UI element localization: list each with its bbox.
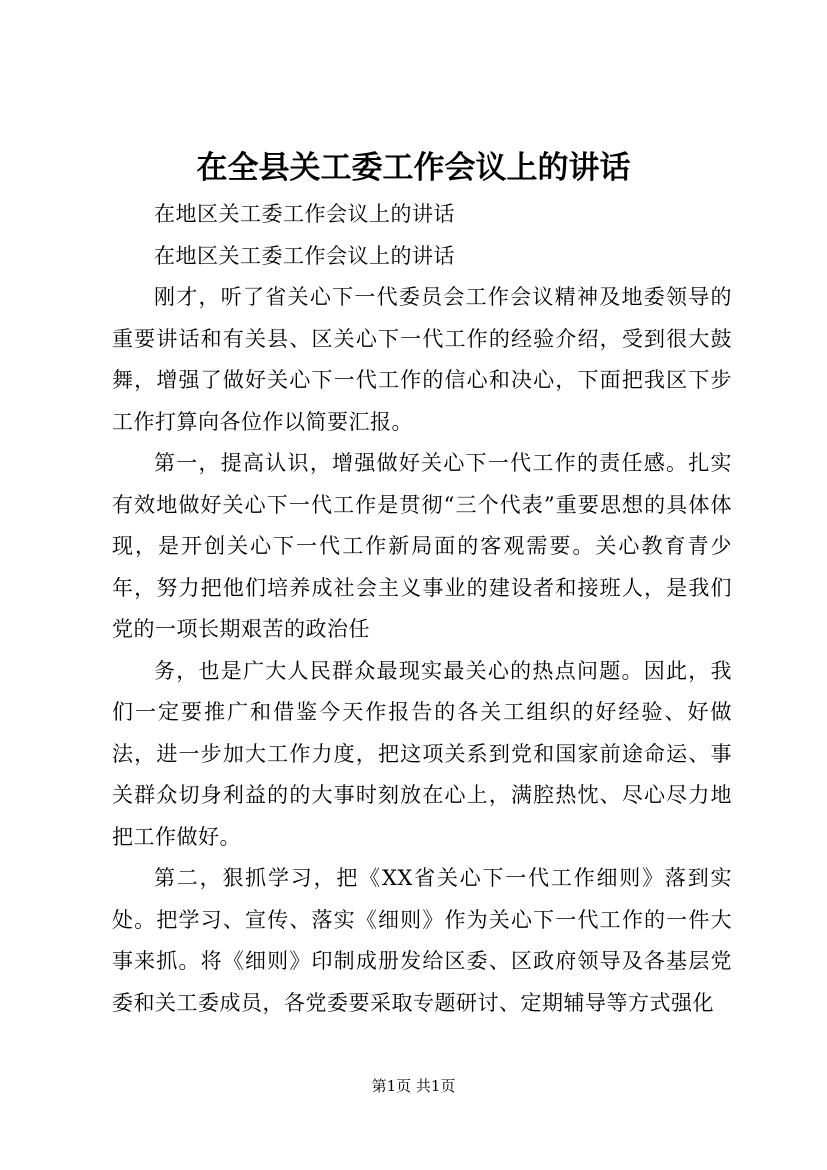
paragraph: 刚才，听了省关心下一代委员会工作会议精神及地委领导的重要讲话和有关县、区关心下一代工作的经验介绍，受到很大鼓舞，增强了做好关心下一代工作的信心和决心，下面把我区下步工作打算向各位作以简要汇报。	[112, 285, 732, 434]
page-number-footer: 第1页 共1页	[371, 1077, 456, 1095]
paragraph: 第二，狠抓学习，把《XX省关心下一代工作细则》落到实处。把学习、宣传、落实《细则》作为关心下一代工作的一件大事来抓。将《细则》印制成册发给区委、区政府领导及各基层党委和关工委成员，各党委要采取专题研讨、定期辅导等方式强化	[112, 866, 732, 1015]
document-body	[112, 194, 732, 1024]
paragraph: 务，也是广大人民群众最现实最关心的热点问题。因此，我们一定要推广和借鉴今天作报告的各关工组织的好经验、好做法，进一步加大工作力度，把这项关系到党和国家前途命运、事关群众切身利益的的大事时刻放在心上，满腔热忱、尽心尽力地把工作做好。	[112, 658, 732, 849]
paragraph: 第一，提高认识，增强做好关心下一代工作的责任感。扎实有效地做好关心下一代工作是贯彻“三个代表”重要思想的具体体现，是开创关心下一代工作新局面的客观需要。关心教育青少年，努力把他们培养成社会主义事业的建设者和接班人，是我们党的一项长期艰苦的政治任	[112, 451, 732, 641]
paragraph: 在地区关工委工作会议上的讲话	[154, 202, 455, 226]
document-title: 在全县关工委工作会议上的讲话	[196, 150, 631, 186]
paragraph: 在地区关工委工作会议上的讲话	[154, 243, 455, 268]
